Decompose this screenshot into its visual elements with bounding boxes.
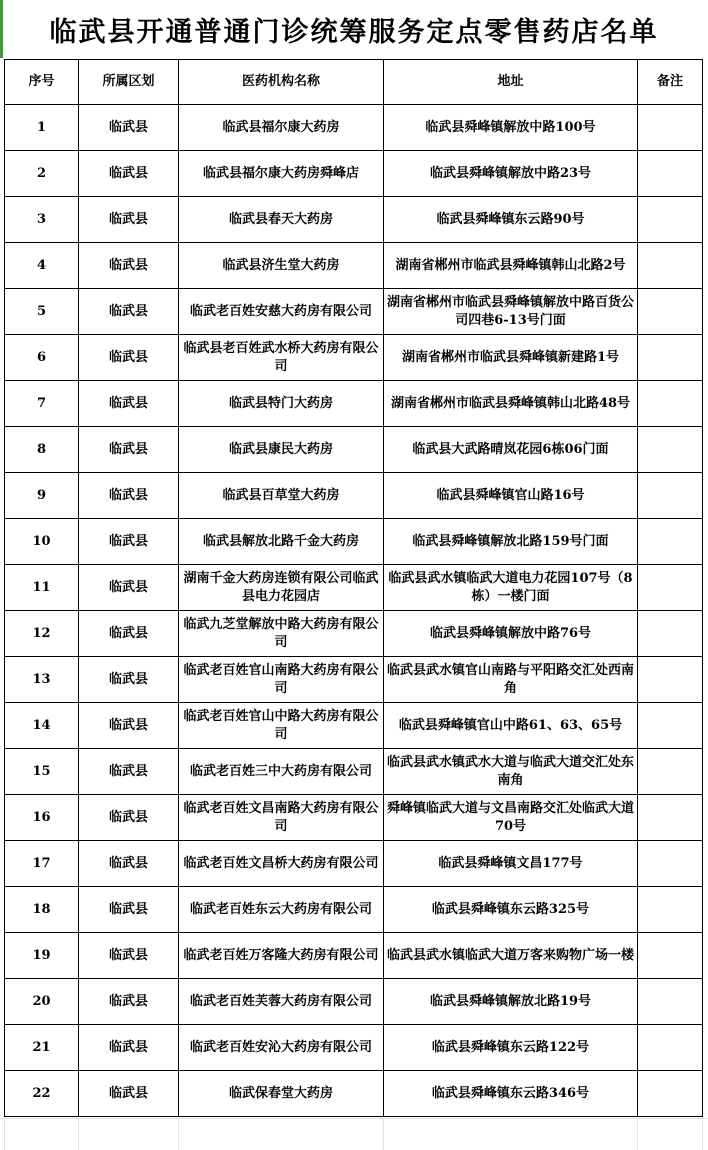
cell-district[interactable]: 临武县 (79, 151, 179, 197)
header-district[interactable]: 所属区划 (79, 60, 179, 105)
cell-name[interactable]: 临武老百姓文昌桥大药房有限公司 (179, 841, 384, 887)
cell-name[interactable]: 临武县福尔康大药房 (179, 105, 384, 151)
cell-address[interactable]: 临武县武水镇临武大道万客来购物广场一楼 (384, 933, 638, 979)
table-row (5, 381, 703, 427)
table-row (5, 979, 703, 1025)
table-row (5, 703, 703, 749)
cell-address[interactable]: 临武县大武路晴岚花园6栋06门面 (384, 427, 638, 473)
table-row (5, 795, 703, 841)
cell-note[interactable] (638, 933, 703, 979)
cell-note[interactable] (638, 979, 703, 1025)
cell-address[interactable]: 临武县舜峰镇官山中路61、63、65号 (384, 703, 638, 749)
cell-address[interactable]: 临武县舜峰镇解放中路76号 (384, 611, 638, 657)
cell-address[interactable]: 临武县舜峰镇官山路16号 (384, 473, 638, 519)
table-row (5, 335, 703, 381)
cell-note[interactable] (638, 795, 703, 841)
cell-note[interactable] (638, 473, 703, 519)
cell-idx[interactable]: 11 (5, 565, 79, 611)
table-header-row (5, 60, 703, 105)
cell-district[interactable]: 临武县 (79, 749, 179, 795)
cell-idx[interactable]: 3 (5, 197, 79, 243)
cell-district[interactable]: 临武县 (79, 289, 179, 335)
cell-district[interactable]: 临武县 (79, 381, 179, 427)
cell-note[interactable] (638, 1025, 703, 1071)
table-row (5, 427, 703, 473)
cell-idx[interactable]: 12 (5, 611, 79, 657)
cell-district[interactable]: 临武县 (79, 1071, 179, 1117)
cell-address[interactable]: 临武县舜峰镇东云路325号 (384, 887, 638, 933)
cell-name[interactable]: 临武县康民大药房 (179, 427, 384, 473)
cell-address[interactable]: 临武县舜峰镇解放北路19号 (384, 979, 638, 1025)
cell-name[interactable]: 临武老百姓官山南路大药房有限公司 (179, 657, 384, 703)
cell-address[interactable]: 临武县舜峰镇解放中路100号 (384, 105, 638, 151)
cell-idx[interactable]: 5 (5, 289, 79, 335)
cell-address[interactable]: 临武县舜峰镇东云路346号 (384, 1071, 638, 1117)
cell-address[interactable]: 临武县武水镇官山南路与平阳路交汇处西南角 (384, 657, 638, 703)
cell-note[interactable] (638, 703, 703, 749)
cell-name[interactable]: 临武老百姓万客隆大药房有限公司 (179, 933, 384, 979)
table-row (5, 289, 703, 335)
cell-name[interactable]: 湖南千金大药房连锁有限公司临武县电力花园店 (179, 565, 384, 611)
cell-idx[interactable]: 7 (5, 381, 79, 427)
cell-name[interactable]: 临武老百姓三中大药房有限公司 (179, 749, 384, 795)
cell-note[interactable] (638, 565, 703, 611)
cell-name[interactable]: 临武县解放北路千金大药房 (179, 519, 384, 565)
table-row (5, 841, 703, 887)
cell-address[interactable]: 临武县舜峰镇东云路122号 (384, 1025, 638, 1071)
table-row (5, 519, 703, 565)
table-row (5, 1071, 703, 1117)
cell-district[interactable]: 临武县 (79, 979, 179, 1025)
cell-note[interactable] (638, 427, 703, 473)
cell-note[interactable] (638, 841, 703, 887)
cell-note[interactable] (638, 151, 703, 197)
selection-indicator (0, 0, 3, 58)
header-address[interactable]: 地址 (384, 60, 638, 105)
cell-note[interactable] (638, 289, 703, 335)
table-row (5, 243, 703, 289)
table-row (5, 749, 703, 795)
cell-district[interactable]: 临武县 (79, 335, 179, 381)
cell-name[interactable]: 临武县老百姓武水桥大药房有限公司 (179, 335, 384, 381)
cell-district[interactable]: 临武县 (79, 519, 179, 565)
cell-name[interactable]: 临武老百姓文昌南路大药房有限公司 (179, 795, 384, 841)
cell-name[interactable]: 临武县福尔康大药房舜峰店 (179, 151, 384, 197)
empty-grid-area (0, 1118, 708, 1150)
cell-address[interactable]: 临武县舜峰镇解放中路23号 (384, 151, 638, 197)
cell-idx[interactable]: 16 (5, 795, 79, 841)
cell-idx[interactable]: 1 (5, 105, 79, 151)
cell-idx[interactable]: 22 (5, 1071, 79, 1117)
table-row (5, 105, 703, 151)
cell-district[interactable]: 临武县 (79, 887, 179, 933)
cell-idx[interactable]: 9 (5, 473, 79, 519)
header-idx[interactable]: 序号 (5, 60, 79, 105)
cell-district[interactable]: 临武县 (79, 105, 179, 151)
cell-idx[interactable]: 17 (5, 841, 79, 887)
cell-note[interactable] (638, 749, 703, 795)
table-row (5, 657, 703, 703)
cell-idx[interactable]: 2 (5, 151, 79, 197)
cell-address[interactable]: 临武县武水镇临武大道电力花园107号（8栋）一楼门面 (384, 565, 638, 611)
cell-note[interactable] (638, 887, 703, 933)
cell-district[interactable]: 临武县 (79, 197, 179, 243)
cell-address[interactable]: 临武县武水镇武水大道与临武大道交汇处东南角 (384, 749, 638, 795)
cell-address[interactable]: 临武县舜峰镇解放北路159号门面 (384, 519, 638, 565)
cell-idx[interactable]: 21 (5, 1025, 79, 1071)
cell-name[interactable]: 临武老百姓官山中路大药房有限公司 (179, 703, 384, 749)
table-row (5, 151, 703, 197)
cell-address[interactable]: 临武县舜峰镇东云路90号 (384, 197, 638, 243)
cell-idx[interactable]: 19 (5, 933, 79, 979)
cell-district[interactable]: 临武县 (79, 795, 179, 841)
page-title: 临武县开通普通门诊统筹服务定点零售药店名单 (49, 17, 659, 48)
cell-idx[interactable]: 8 (5, 427, 79, 473)
cell-district[interactable]: 临武县 (79, 841, 179, 887)
cell-district[interactable]: 临武县 (79, 565, 179, 611)
cell-address[interactable]: 湖南省郴州市临武县舜峰镇韩山北路2号 (384, 243, 638, 289)
cell-name[interactable]: 临武老百姓安慈大药房有限公司 (179, 289, 384, 335)
cell-district[interactable]: 临武县 (79, 933, 179, 979)
header-note[interactable]: 备注 (638, 60, 703, 105)
cell-idx[interactable]: 20 (5, 979, 79, 1025)
cell-name[interactable]: 临武老百姓芙蓉大药房有限公司 (179, 979, 384, 1025)
table-row (5, 565, 703, 611)
table-row (5, 933, 703, 979)
cell-idx[interactable]: 14 (5, 703, 79, 749)
table-row (5, 611, 703, 657)
cell-district[interactable]: 临武县 (79, 611, 179, 657)
table-row (5, 473, 703, 519)
cell-district[interactable]: 临武县 (79, 243, 179, 289)
table-row (5, 887, 703, 933)
cell-idx[interactable]: 13 (5, 657, 79, 703)
cell-note[interactable] (638, 657, 703, 703)
cell-district[interactable]: 临武县 (79, 703, 179, 749)
table-row (5, 1025, 703, 1071)
cell-name[interactable]: 临武县济生堂大药房 (179, 243, 384, 289)
cell-note[interactable] (638, 1071, 703, 1117)
cell-note[interactable] (638, 197, 703, 243)
cell-name[interactable]: 临武老百姓安沁大药房有限公司 (179, 1025, 384, 1071)
cell-name[interactable]: 临武保春堂大药房 (179, 1071, 384, 1117)
cell-district[interactable]: 临武县 (79, 657, 179, 703)
cell-note[interactable] (638, 611, 703, 657)
cell-idx[interactable]: 15 (5, 749, 79, 795)
cell-name[interactable]: 临武县春天大药房 (179, 197, 384, 243)
cell-note[interactable] (638, 335, 703, 381)
cell-address[interactable]: 湖南省郴州市临武县舜峰镇解放中路百货公司四巷6-13号门面 (384, 289, 638, 335)
cell-address[interactable]: 舜峰镇临武大道与文昌南路交汇处临武大道70号 (384, 795, 638, 841)
table-row (5, 197, 703, 243)
header-name[interactable]: 医药机构名称 (179, 60, 384, 105)
cell-address[interactable]: 湖南省郴州市临武县舜峰镇韩山北路48号 (384, 381, 638, 427)
pharmacy-table (4, 59, 703, 1117)
cell-note[interactable] (638, 243, 703, 289)
cell-district[interactable]: 临武县 (79, 473, 179, 519)
cell-note[interactable] (638, 519, 703, 565)
cell-name[interactable]: 临武老百姓东云大药房有限公司 (179, 887, 384, 933)
cell-idx[interactable]: 6 (5, 335, 79, 381)
cell-district[interactable]: 临武县 (79, 427, 179, 473)
cell-idx[interactable]: 18 (5, 887, 79, 933)
cell-note[interactable] (638, 381, 703, 427)
cell-district[interactable]: 临武县 (79, 1025, 179, 1071)
cell-name[interactable]: 临武九芝堂解放中路大药房有限公司 (179, 611, 384, 657)
cell-note[interactable] (638, 105, 703, 151)
cell-name[interactable]: 临武县特门大药房 (179, 381, 384, 427)
cell-name[interactable]: 临武县百草堂大药房 (179, 473, 384, 519)
cell-idx[interactable]: 10 (5, 519, 79, 565)
cell-address[interactable]: 湖南省郴州市临武县舜峰镇新建路1号 (384, 335, 638, 381)
cell-idx[interactable]: 4 (5, 243, 79, 289)
cell-address[interactable]: 临武县舜峰镇文昌177号 (384, 841, 638, 887)
